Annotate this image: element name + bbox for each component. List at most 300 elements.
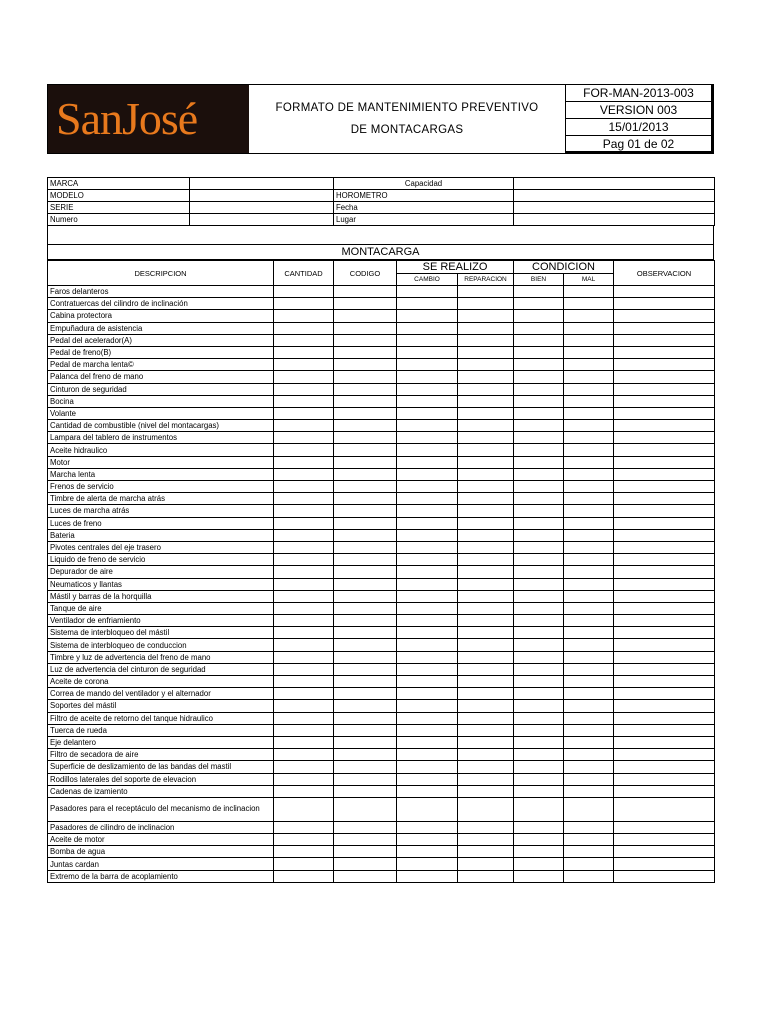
bien-cell[interactable]: [514, 420, 564, 432]
observacion-cell[interactable]: [614, 407, 715, 419]
bien-cell[interactable]: [514, 407, 564, 419]
mal-cell[interactable]: [564, 444, 614, 456]
cantidad-cell[interactable]: [274, 432, 334, 444]
bien-cell[interactable]: [514, 505, 564, 517]
bien-cell[interactable]: [514, 663, 564, 675]
codigo-cell[interactable]: [334, 346, 397, 358]
reparacion-cell[interactable]: [458, 834, 514, 846]
cambio-cell[interactable]: [397, 334, 458, 346]
reparacion-cell[interactable]: [458, 615, 514, 627]
reparacion-cell[interactable]: [458, 651, 514, 663]
codigo-cell[interactable]: [334, 724, 397, 736]
codigo-cell[interactable]: [334, 834, 397, 846]
mal-cell[interactable]: [564, 590, 614, 602]
mal-cell[interactable]: [564, 834, 614, 846]
cambio-cell[interactable]: [397, 346, 458, 358]
reparacion-cell[interactable]: [458, 858, 514, 870]
cambio-cell[interactable]: [397, 858, 458, 870]
observacion-cell[interactable]: [614, 468, 715, 480]
reparacion-cell[interactable]: [458, 286, 514, 298]
cantidad-cell[interactable]: [274, 578, 334, 590]
mal-cell[interactable]: [564, 627, 614, 639]
cantidad-cell[interactable]: [274, 554, 334, 566]
cantidad-cell[interactable]: [274, 797, 334, 821]
observacion-cell[interactable]: [614, 870, 715, 882]
mal-cell[interactable]: [564, 870, 614, 882]
codigo-cell[interactable]: [334, 749, 397, 761]
cambio-cell[interactable]: [397, 834, 458, 846]
cambio-cell[interactable]: [397, 554, 458, 566]
bien-cell[interactable]: [514, 712, 564, 724]
codigo-cell[interactable]: [334, 821, 397, 833]
observacion-cell[interactable]: [614, 834, 715, 846]
bien-cell[interactable]: [514, 541, 564, 553]
mal-cell[interactable]: [564, 749, 614, 761]
mal-cell[interactable]: [564, 310, 614, 322]
observacion-cell[interactable]: [614, 627, 715, 639]
cantidad-cell[interactable]: [274, 286, 334, 298]
mal-cell[interactable]: [564, 858, 614, 870]
codigo-cell[interactable]: [334, 627, 397, 639]
cambio-cell[interactable]: [397, 797, 458, 821]
cantidad-cell[interactable]: [274, 517, 334, 529]
observacion-cell[interactable]: [614, 773, 715, 785]
codigo-cell[interactable]: [334, 663, 397, 675]
cantidad-cell[interactable]: [274, 870, 334, 882]
codigo-cell[interactable]: [334, 517, 397, 529]
observacion-cell[interactable]: [614, 712, 715, 724]
codigo-cell[interactable]: [334, 797, 397, 821]
reparacion-cell[interactable]: [458, 688, 514, 700]
observacion-cell[interactable]: [614, 444, 715, 456]
codigo-cell[interactable]: [334, 700, 397, 712]
mal-cell[interactable]: [564, 846, 614, 858]
reparacion-cell[interactable]: [458, 468, 514, 480]
mal-cell[interactable]: [564, 541, 614, 553]
observacion-cell[interactable]: [614, 310, 715, 322]
cantidad-cell[interactable]: [274, 298, 334, 310]
observacion-cell[interactable]: [614, 493, 715, 505]
cantidad-cell[interactable]: [274, 383, 334, 395]
cambio-cell[interactable]: [397, 785, 458, 797]
mal-cell[interactable]: [564, 663, 614, 675]
cambio-cell[interactable]: [397, 529, 458, 541]
cantidad-cell[interactable]: [274, 395, 334, 407]
bien-cell[interactable]: [514, 432, 564, 444]
reparacion-cell[interactable]: [458, 493, 514, 505]
reparacion-cell[interactable]: [458, 517, 514, 529]
cantidad-cell[interactable]: [274, 529, 334, 541]
cantidad-cell[interactable]: [274, 444, 334, 456]
bien-cell[interactable]: [514, 651, 564, 663]
mal-cell[interactable]: [564, 773, 614, 785]
cantidad-cell[interactable]: [274, 346, 334, 358]
codigo-cell[interactable]: [334, 602, 397, 614]
observacion-cell[interactable]: [614, 797, 715, 821]
bien-cell[interactable]: [514, 359, 564, 371]
cambio-cell[interactable]: [397, 359, 458, 371]
cantidad-cell[interactable]: [274, 456, 334, 468]
bien-cell[interactable]: [514, 468, 564, 480]
cantidad-cell[interactable]: [274, 493, 334, 505]
cambio-cell[interactable]: [397, 749, 458, 761]
codigo-cell[interactable]: [334, 444, 397, 456]
reparacion-cell[interactable]: [458, 578, 514, 590]
observacion-cell[interactable]: [614, 578, 715, 590]
reparacion-cell[interactable]: [458, 566, 514, 578]
cambio-cell[interactable]: [397, 602, 458, 614]
observacion-cell[interactable]: [614, 517, 715, 529]
reparacion-cell[interactable]: [458, 444, 514, 456]
bien-cell[interactable]: [514, 529, 564, 541]
cantidad-cell[interactable]: [274, 334, 334, 346]
bien-cell[interactable]: [514, 676, 564, 688]
mal-cell[interactable]: [564, 334, 614, 346]
observacion-cell[interactable]: [614, 858, 715, 870]
cambio-cell[interactable]: [397, 870, 458, 882]
codigo-cell[interactable]: [334, 395, 397, 407]
bien-cell[interactable]: [514, 858, 564, 870]
cantidad-cell[interactable]: [274, 688, 334, 700]
bien-cell[interactable]: [514, 736, 564, 748]
mal-cell[interactable]: [564, 298, 614, 310]
cantidad-cell[interactable]: [274, 858, 334, 870]
cambio-cell[interactable]: [397, 420, 458, 432]
bien-cell[interactable]: [514, 834, 564, 846]
bien-cell[interactable]: [514, 590, 564, 602]
reparacion-cell[interactable]: [458, 334, 514, 346]
cambio-cell[interactable]: [397, 541, 458, 553]
lugar-field[interactable]: [514, 214, 715, 226]
observacion-cell[interactable]: [614, 785, 715, 797]
codigo-cell[interactable]: [334, 505, 397, 517]
mal-cell[interactable]: [564, 566, 614, 578]
reparacion-cell[interactable]: [458, 736, 514, 748]
observacion-cell[interactable]: [614, 639, 715, 651]
codigo-cell[interactable]: [334, 773, 397, 785]
codigo-cell[interactable]: [334, 481, 397, 493]
reparacion-cell[interactable]: [458, 529, 514, 541]
codigo-cell[interactable]: [334, 785, 397, 797]
cambio-cell[interactable]: [397, 846, 458, 858]
cantidad-cell[interactable]: [274, 700, 334, 712]
observacion-cell[interactable]: [614, 602, 715, 614]
cambio-cell[interactable]: [397, 407, 458, 419]
cambio-cell[interactable]: [397, 395, 458, 407]
bien-cell[interactable]: [514, 773, 564, 785]
observacion-cell[interactable]: [614, 554, 715, 566]
reparacion-cell[interactable]: [458, 298, 514, 310]
cantidad-cell[interactable]: [274, 651, 334, 663]
modelo-field[interactable]: [190, 190, 334, 202]
observacion-cell[interactable]: [614, 529, 715, 541]
codigo-cell[interactable]: [334, 566, 397, 578]
cambio-cell[interactable]: [397, 639, 458, 651]
observacion-cell[interactable]: [614, 298, 715, 310]
cantidad-cell[interactable]: [274, 712, 334, 724]
bien-cell[interactable]: [514, 481, 564, 493]
cantidad-cell[interactable]: [274, 590, 334, 602]
cantidad-cell[interactable]: [274, 481, 334, 493]
cantidad-cell[interactable]: [274, 639, 334, 651]
mal-cell[interactable]: [564, 456, 614, 468]
reparacion-cell[interactable]: [458, 639, 514, 651]
bien-cell[interactable]: [514, 395, 564, 407]
cantidad-cell[interactable]: [274, 322, 334, 334]
cambio-cell[interactable]: [397, 821, 458, 833]
cambio-cell[interactable]: [397, 286, 458, 298]
bien-cell[interactable]: [514, 286, 564, 298]
bien-cell[interactable]: [514, 578, 564, 590]
observacion-cell[interactable]: [614, 383, 715, 395]
cambio-cell[interactable]: [397, 663, 458, 675]
cambio-cell[interactable]: [397, 761, 458, 773]
observacion-cell[interactable]: [614, 615, 715, 627]
reparacion-cell[interactable]: [458, 359, 514, 371]
reparacion-cell[interactable]: [458, 846, 514, 858]
observacion-cell[interactable]: [614, 334, 715, 346]
cambio-cell[interactable]: [397, 371, 458, 383]
codigo-cell[interactable]: [334, 761, 397, 773]
numero-field[interactable]: [190, 214, 334, 226]
codigo-cell[interactable]: [334, 712, 397, 724]
bien-cell[interactable]: [514, 444, 564, 456]
fecha-field[interactable]: [514, 202, 715, 214]
bien-cell[interactable]: [514, 602, 564, 614]
codigo-cell[interactable]: [334, 676, 397, 688]
observacion-cell[interactable]: [614, 590, 715, 602]
reparacion-cell[interactable]: [458, 724, 514, 736]
observacion-cell[interactable]: [614, 505, 715, 517]
reparacion-cell[interactable]: [458, 590, 514, 602]
codigo-cell[interactable]: [334, 651, 397, 663]
reparacion-cell[interactable]: [458, 663, 514, 675]
observacion-cell[interactable]: [614, 541, 715, 553]
cantidad-cell[interactable]: [274, 749, 334, 761]
bien-cell[interactable]: [514, 493, 564, 505]
bien-cell[interactable]: [514, 456, 564, 468]
mal-cell[interactable]: [564, 395, 614, 407]
bien-cell[interactable]: [514, 346, 564, 358]
mal-cell[interactable]: [564, 712, 614, 724]
cambio-cell[interactable]: [397, 456, 458, 468]
observacion-cell[interactable]: [614, 566, 715, 578]
mal-cell[interactable]: [564, 578, 614, 590]
marca-field[interactable]: [190, 178, 334, 190]
cantidad-cell[interactable]: [274, 834, 334, 846]
codigo-cell[interactable]: [334, 846, 397, 858]
reparacion-cell[interactable]: [458, 481, 514, 493]
cantidad-cell[interactable]: [274, 371, 334, 383]
bien-cell[interactable]: [514, 566, 564, 578]
mal-cell[interactable]: [564, 602, 614, 614]
mal-cell[interactable]: [564, 639, 614, 651]
capacidad-field[interactable]: [514, 178, 715, 190]
reparacion-cell[interactable]: [458, 383, 514, 395]
horometro-field[interactable]: [514, 190, 715, 202]
cambio-cell[interactable]: [397, 481, 458, 493]
mal-cell[interactable]: [564, 615, 614, 627]
bien-cell[interactable]: [514, 639, 564, 651]
mal-cell[interactable]: [564, 468, 614, 480]
cambio-cell[interactable]: [397, 444, 458, 456]
cambio-cell[interactable]: [397, 468, 458, 480]
cantidad-cell[interactable]: [274, 736, 334, 748]
codigo-cell[interactable]: [334, 383, 397, 395]
reparacion-cell[interactable]: [458, 322, 514, 334]
bien-cell[interactable]: [514, 310, 564, 322]
mal-cell[interactable]: [564, 785, 614, 797]
cambio-cell[interactable]: [397, 590, 458, 602]
mal-cell[interactable]: [564, 688, 614, 700]
observacion-cell[interactable]: [614, 481, 715, 493]
cambio-cell[interactable]: [397, 627, 458, 639]
reparacion-cell[interactable]: [458, 821, 514, 833]
observacion-cell[interactable]: [614, 736, 715, 748]
mal-cell[interactable]: [564, 821, 614, 833]
reparacion-cell[interactable]: [458, 870, 514, 882]
mal-cell[interactable]: [564, 383, 614, 395]
codigo-cell[interactable]: [334, 529, 397, 541]
bien-cell[interactable]: [514, 615, 564, 627]
reparacion-cell[interactable]: [458, 761, 514, 773]
reparacion-cell[interactable]: [458, 627, 514, 639]
observacion-cell[interactable]: [614, 651, 715, 663]
cantidad-cell[interactable]: [274, 663, 334, 675]
cambio-cell[interactable]: [397, 712, 458, 724]
bien-cell[interactable]: [514, 688, 564, 700]
cambio-cell[interactable]: [397, 298, 458, 310]
cantidad-cell[interactable]: [274, 602, 334, 614]
cambio-cell[interactable]: [397, 493, 458, 505]
mal-cell[interactable]: [564, 797, 614, 821]
mal-cell[interactable]: [564, 359, 614, 371]
cambio-cell[interactable]: [397, 322, 458, 334]
bien-cell[interactable]: [514, 797, 564, 821]
codigo-cell[interactable]: [334, 554, 397, 566]
observacion-cell[interactable]: [614, 456, 715, 468]
cantidad-cell[interactable]: [274, 627, 334, 639]
reparacion-cell[interactable]: [458, 712, 514, 724]
mal-cell[interactable]: [564, 724, 614, 736]
observacion-cell[interactable]: [614, 432, 715, 444]
mal-cell[interactable]: [564, 651, 614, 663]
cantidad-cell[interactable]: [274, 541, 334, 553]
observacion-cell[interactable]: [614, 821, 715, 833]
reparacion-cell[interactable]: [458, 407, 514, 419]
reparacion-cell[interactable]: [458, 346, 514, 358]
bien-cell[interactable]: [514, 749, 564, 761]
cambio-cell[interactable]: [397, 688, 458, 700]
codigo-cell[interactable]: [334, 858, 397, 870]
bien-cell[interactable]: [514, 371, 564, 383]
observacion-cell[interactable]: [614, 359, 715, 371]
cambio-cell[interactable]: [397, 566, 458, 578]
cambio-cell[interactable]: [397, 651, 458, 663]
bien-cell[interactable]: [514, 627, 564, 639]
observacion-cell[interactable]: [614, 346, 715, 358]
codigo-cell[interactable]: [334, 493, 397, 505]
codigo-cell[interactable]: [334, 639, 397, 651]
codigo-cell[interactable]: [334, 334, 397, 346]
mal-cell[interactable]: [564, 529, 614, 541]
cambio-cell[interactable]: [397, 383, 458, 395]
codigo-cell[interactable]: [334, 407, 397, 419]
observacion-cell[interactable]: [614, 420, 715, 432]
bien-cell[interactable]: [514, 383, 564, 395]
cantidad-cell[interactable]: [274, 846, 334, 858]
reparacion-cell[interactable]: [458, 554, 514, 566]
cantidad-cell[interactable]: [274, 468, 334, 480]
cambio-cell[interactable]: [397, 517, 458, 529]
cambio-cell[interactable]: [397, 676, 458, 688]
cantidad-cell[interactable]: [274, 615, 334, 627]
codigo-cell[interactable]: [334, 456, 397, 468]
cantidad-cell[interactable]: [274, 359, 334, 371]
codigo-cell[interactable]: [334, 590, 397, 602]
reparacion-cell[interactable]: [458, 456, 514, 468]
cantidad-cell[interactable]: [274, 724, 334, 736]
reparacion-cell[interactable]: [458, 432, 514, 444]
cantidad-cell[interactable]: [274, 420, 334, 432]
mal-cell[interactable]: [564, 517, 614, 529]
codigo-cell[interactable]: [334, 298, 397, 310]
mal-cell[interactable]: [564, 493, 614, 505]
cantidad-cell[interactable]: [274, 310, 334, 322]
cantidad-cell[interactable]: [274, 821, 334, 833]
codigo-cell[interactable]: [334, 468, 397, 480]
codigo-cell[interactable]: [334, 870, 397, 882]
cantidad-cell[interactable]: [274, 676, 334, 688]
reparacion-cell[interactable]: [458, 676, 514, 688]
cambio-cell[interactable]: [397, 578, 458, 590]
mal-cell[interactable]: [564, 676, 614, 688]
codigo-cell[interactable]: [334, 736, 397, 748]
bien-cell[interactable]: [514, 870, 564, 882]
observacion-cell[interactable]: [614, 688, 715, 700]
bien-cell[interactable]: [514, 700, 564, 712]
mal-cell[interactable]: [564, 554, 614, 566]
reparacion-cell[interactable]: [458, 310, 514, 322]
reparacion-cell[interactable]: [458, 420, 514, 432]
mal-cell[interactable]: [564, 700, 614, 712]
codigo-cell[interactable]: [334, 688, 397, 700]
observacion-cell[interactable]: [614, 676, 715, 688]
observacion-cell[interactable]: [614, 724, 715, 736]
cambio-cell[interactable]: [397, 724, 458, 736]
observacion-cell[interactable]: [614, 322, 715, 334]
observacion-cell[interactable]: [614, 395, 715, 407]
cantidad-cell[interactable]: [274, 785, 334, 797]
bien-cell[interactable]: [514, 785, 564, 797]
mal-cell[interactable]: [564, 407, 614, 419]
cantidad-cell[interactable]: [274, 566, 334, 578]
reparacion-cell[interactable]: [458, 700, 514, 712]
bien-cell[interactable]: [514, 322, 564, 334]
reparacion-cell[interactable]: [458, 505, 514, 517]
cambio-cell[interactable]: [397, 736, 458, 748]
observacion-cell[interactable]: [614, 371, 715, 383]
mal-cell[interactable]: [564, 481, 614, 493]
cambio-cell[interactable]: [397, 773, 458, 785]
cambio-cell[interactable]: [397, 310, 458, 322]
reparacion-cell[interactable]: [458, 773, 514, 785]
cambio-cell[interactable]: [397, 432, 458, 444]
bien-cell[interactable]: [514, 821, 564, 833]
mal-cell[interactable]: [564, 322, 614, 334]
cambio-cell[interactable]: [397, 700, 458, 712]
observacion-cell[interactable]: [614, 846, 715, 858]
